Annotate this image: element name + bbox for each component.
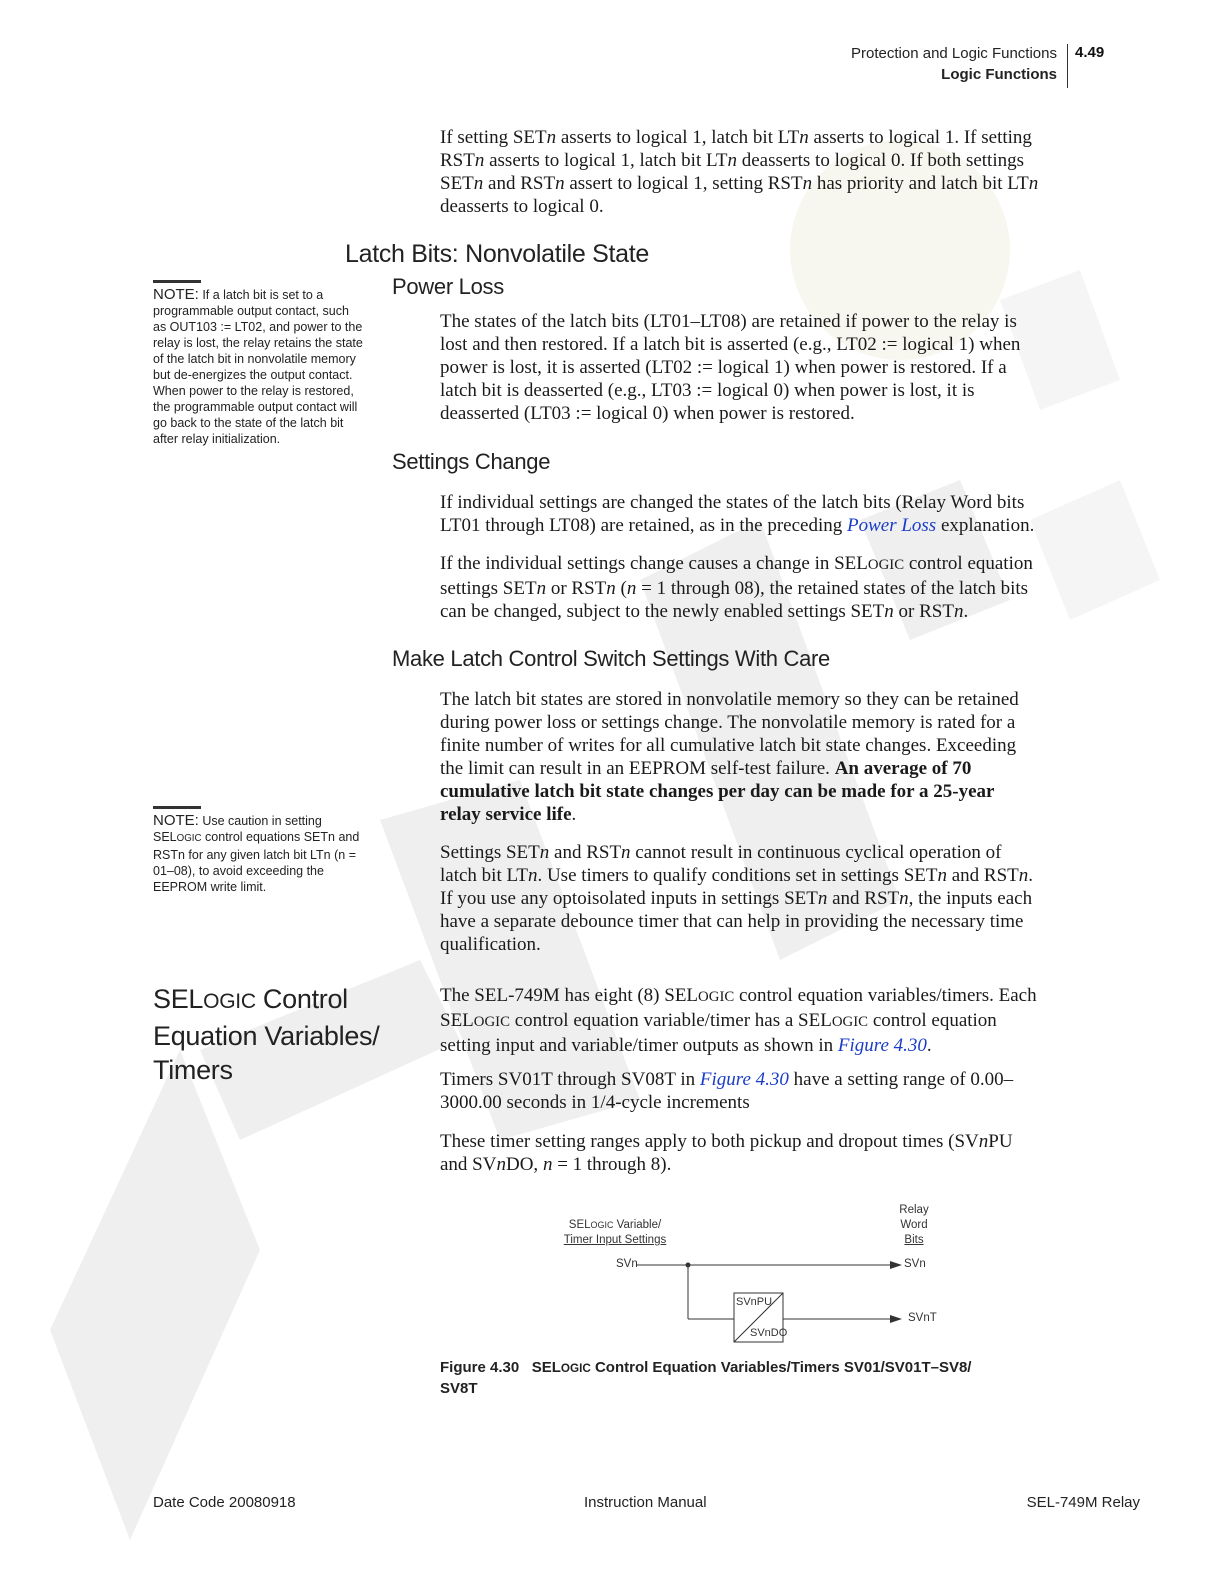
- page-number: 4.49: [1075, 44, 1105, 61]
- junction-dot: [686, 1263, 691, 1268]
- figure-timer-pu: SVnPU: [736, 1296, 773, 1308]
- footer-product: SEL-749M Relay: [1026, 1494, 1140, 1511]
- figure-output-header: Relay Word Bits: [899, 1204, 929, 1246]
- make-latch-paragraph-2: Settings SETn and RSTn cannot result in continuous cyclical operation of latch bit LTn. Use timers to qualify conditions set in settings SETn and RSTn. If you use any optoisolated inputs in settings SETn and RSTn, the inputs each have a separate debounce timer that can help in providing the necessary time qualification.: [440, 842, 1034, 955]
- note-label: NOTE:: [153, 812, 199, 829]
- make-latch-paragraph-1: The latch bit states are stored in nonvolatile memory so they can be retained during power loss or settings change. The nonvolatile memory is rated for a finite number of writes for all cumulative latch bit state changes. Exceeding the limit can result in an EEPROM self-test failure. An average of 70 cumulative latch bit state changes per day can be made for a 25-year relay service life.: [440, 689, 1019, 825]
- figure-number: Figure 4.30: [440, 1359, 520, 1376]
- power-loss-paragraph: The states of the latch bits (LT01–LT08) are retained if power to the relay is lost and then restored. If a latch bit is asserted (e.g., LT02 := logical 1) when power is lost, it is asserted (LT02 := logical 1) when power is restored. If a latch bit is deasserted (e.g., LT03 := logical 0) when power is lost, it is deasserted (LT03 := logical 0) when power is restored.: [440, 311, 1021, 424]
- figure-input-header: SELOGIC Variable/ Timer Input Settings: [563, 1219, 667, 1246]
- subsection-title-make-latch: Make Latch Control Switch Settings With Care: [392, 646, 830, 671]
- header-subsection-title: Logic Functions: [941, 66, 1057, 83]
- figure-4-30-link[interactable]: Figure 4.30: [699, 1069, 789, 1090]
- subsection-title-settings-change: Settings Change: [392, 449, 551, 474]
- selogic-paragraph-3: These timer setting ranges apply to both pickup and dropout times (SVnPU and SVnDO, n = 1 through 8).: [440, 1131, 1013, 1175]
- subsection-title-power-loss: Power Loss: [392, 274, 504, 299]
- footer-date-code: Date Code 20080918: [153, 1494, 296, 1511]
- section-title-selogic: SELOGIC Control Equation Variables/ Timers: [153, 984, 380, 1085]
- sidebar-note-2: NOTE: Use caution in setting SELOGIC control equations SETn and RSTn for any given latch bit LTn (n = 01–08), to avoid exceeding the EEPROM write limit.: [153, 806, 393, 895]
- settings-change-paragraph-1: If individual settings are changed the states of the latch bits (Relay Word bits LT01 through LT08) are retained, as in the preceding Power Loss explanation.: [440, 492, 1035, 536]
- header-section-title: Protection and Logic Functions: [851, 45, 1057, 62]
- footer-manual: Instruction Manual: [584, 1494, 707, 1511]
- running-header: [657, 43, 1057, 85]
- power-loss-link[interactable]: Power Loss: [846, 515, 937, 536]
- note-label: NOTE:: [153, 286, 199, 303]
- figure-output1-label: SVn: [904, 1258, 926, 1270]
- section-title-latch-nonvolatile: Latch Bits: Nonvolatile State: [345, 240, 649, 268]
- note-rule: [153, 806, 201, 809]
- arrowhead-1: [890, 1261, 902, 1269]
- figure-caption: Figure 4.30 SELOGIC Control Equation Variables/Timers SV01/SV01T–SV8/ SV8T: [440, 1359, 972, 1397]
- header-divider: [1067, 44, 1068, 88]
- settings-change-paragraph-2: If the individual settings change causes a change in SELOGIC control equation settings SETn or RSTn (n = 1 through 08), the retained states of the latch bits can be changed, subject to the newly enabled settings SETn or RSTn.: [440, 553, 1033, 622]
- selogic-paragraph-1: The SEL-749M has eight (8) SELOGIC control equation variables/timers. Each SELOGIC control equation variable/timer has a SELOGIC control equation setting input and variable/timer outputs as shown in Figure 4.30.: [440, 985, 1037, 1056]
- sidebar-note-1: NOTE: If a latch bit is set to a programmable output contact, such as OUT103 := LT02, and power to the relay is lost, the relay retains the state of the latch bit in nonvolatile memory but de-energizes the output contact. When power to the relay is restored, the programmable output contact will go back to the state of the latch bit after relay initialization.: [153, 280, 393, 447]
- figure-timer-do: SVnDO: [750, 1327, 788, 1339]
- intro-paragraph: If setting SETn asserts to logical 1, latch bit LTn asserts to logical 1. If setting RSTn asserts to logical 1, latch bit LTn deasserts to logical 0. If both settings SETn and RSTn assert to logical 1, setting RSTn has priority and latch bit LTn deasserts to logical 0.: [440, 127, 1039, 217]
- note-rule: [153, 280, 201, 283]
- figure-output2-label: SVnT: [908, 1312, 937, 1324]
- figure-4-30-link[interactable]: Figure 4.30: [837, 1035, 927, 1056]
- arrowhead-2: [890, 1315, 902, 1323]
- figure-input-label: SVn: [616, 1258, 638, 1270]
- selogic-paragraph-2: Timers SV01T through SV08T in Figure 4.30 have a setting range of 0.00– 3000.00 seconds in 1/4-cycle increments: [440, 1069, 1014, 1113]
